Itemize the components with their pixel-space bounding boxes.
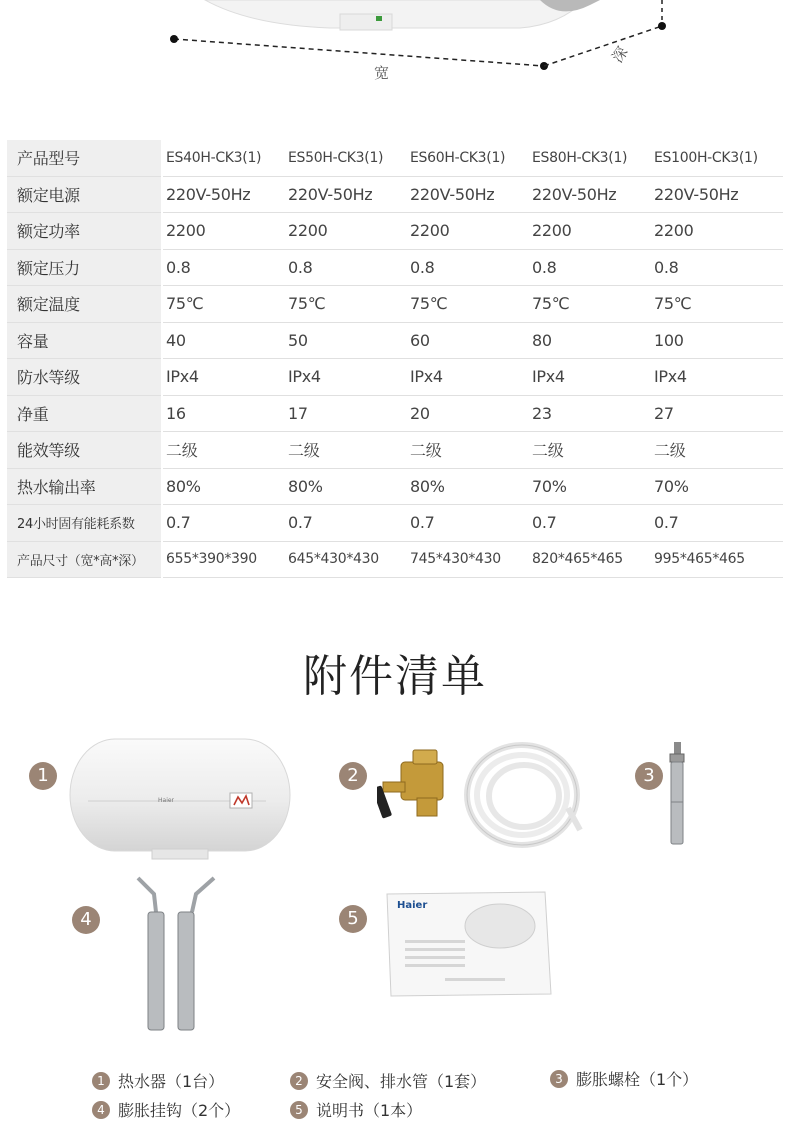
cell: 16	[162, 395, 285, 432]
table-row	[7, 395, 783, 432]
heater-panel	[340, 14, 392, 30]
cell: 0.7	[529, 505, 651, 542]
table-row	[7, 213, 783, 250]
row-label: 额定功率	[7, 213, 162, 250]
cell: 75℃	[162, 286, 285, 323]
expansion-hooks-illustration	[134, 872, 224, 1042]
cell: 0.7	[407, 505, 529, 542]
cell: IPx4	[651, 359, 783, 396]
drain-pipe-illustration	[460, 738, 585, 853]
legend-item-4	[92, 1098, 240, 1121]
cell: 220V-50Hz	[407, 176, 529, 213]
cell: 75℃	[407, 286, 529, 323]
width-label: 宽	[374, 64, 390, 82]
table-row	[7, 505, 783, 542]
cell: ES50H-CK3(1)	[285, 140, 407, 176]
badge-1: 1	[29, 762, 57, 790]
legend-item-2	[290, 1069, 486, 1092]
accessories-title: 附件清单	[303, 651, 487, 702]
legend-item-1	[92, 1069, 224, 1092]
spec-table	[7, 140, 783, 578]
heater-top-partial	[205, 0, 585, 28]
table-row	[7, 468, 783, 505]
table-row	[7, 176, 783, 213]
cell: 50	[285, 322, 407, 359]
cell: 75℃	[651, 286, 783, 323]
legend-badge: 1	[92, 1072, 110, 1090]
cell: 二级	[651, 432, 783, 469]
row-label: 净重	[7, 395, 162, 432]
row-label: 容量	[7, 322, 162, 359]
cell: 820*465*465	[529, 541, 651, 578]
legend-text: 膨胀螺栓（1个）	[576, 1070, 699, 1089]
cell: 23	[529, 395, 651, 432]
cell: 0.8	[529, 249, 651, 286]
badge-4: 4	[72, 906, 100, 934]
cell: 17	[285, 395, 407, 432]
legend-text: 膨胀挂钩（2个）	[118, 1101, 241, 1120]
row-label: 24小时固有能耗系数	[7, 505, 162, 542]
cell: IPx4	[285, 359, 407, 396]
legend-badge: 4	[92, 1101, 110, 1119]
manual-brand-text: Haier	[397, 900, 428, 911]
depth-dimension-line	[544, 26, 662, 66]
cell: 20	[407, 395, 529, 432]
cell: 80%	[162, 468, 285, 505]
cell: 220V-50Hz	[651, 176, 783, 213]
cell: 645*430*430	[285, 541, 407, 578]
manual-image	[385, 890, 553, 998]
cell: 220V-50Hz	[285, 176, 407, 213]
table-row	[7, 249, 783, 286]
row-label: 额定温度	[7, 286, 162, 323]
row-label: 产品尺寸（宽*高*深）	[7, 541, 162, 578]
cell: IPx4	[162, 359, 285, 396]
cell: 75℃	[285, 286, 407, 323]
depth-label: 深	[608, 43, 632, 67]
cell: IPx4	[407, 359, 529, 396]
cell: 0.8	[162, 249, 285, 286]
cell: 二级	[407, 432, 529, 469]
cell: ES100H-CK3(1)	[651, 140, 783, 176]
cell: 40	[162, 322, 285, 359]
width-endpoint-left	[170, 35, 178, 43]
heater-indicator	[376, 16, 382, 21]
cell: 80	[529, 322, 651, 359]
legend-badge: 3	[550, 1070, 568, 1088]
cell: 220V-50Hz	[529, 176, 651, 213]
table-row	[7, 541, 783, 578]
cell: 2200	[162, 213, 285, 250]
cell: 0.8	[285, 249, 407, 286]
badge-5: 5	[339, 905, 367, 933]
heater-brand-text: Haier	[158, 797, 175, 804]
cell: 655*390*390	[162, 541, 285, 578]
cell: 0.7	[651, 505, 783, 542]
cell: ES80H-CK3(1)	[529, 140, 651, 176]
cell: ES60H-CK3(1)	[407, 140, 529, 176]
cell: 100	[651, 322, 783, 359]
cell: 0.8	[651, 249, 783, 286]
cell: 27	[651, 395, 783, 432]
cell: 0.7	[285, 505, 407, 542]
spec-table-body	[7, 140, 783, 578]
cell: 995*465*465	[651, 541, 783, 578]
cell: 70%	[529, 468, 651, 505]
legend-text: 说明书（1本）	[316, 1101, 423, 1120]
cell: 80%	[285, 468, 407, 505]
row-label: 能效等级	[7, 432, 162, 469]
cell: 80%	[407, 468, 529, 505]
cell: 二级	[285, 432, 407, 469]
cell: 二级	[529, 432, 651, 469]
legend-item-5	[290, 1098, 422, 1121]
badge-2: 2	[339, 762, 367, 790]
cell: 75℃	[529, 286, 651, 323]
table-row	[7, 140, 783, 176]
expansion-hooks-image	[134, 872, 224, 1046]
dimension-diagram	[0, 0, 790, 100]
water-heater-illustration	[66, 737, 296, 862]
expansion-bolt-illustration	[665, 742, 689, 846]
badge-3: 3	[635, 762, 663, 790]
depth-endpoint	[658, 22, 666, 30]
legend-item-3	[550, 1067, 698, 1090]
cell: 2200	[407, 213, 529, 250]
cell: IPx4	[529, 359, 651, 396]
cell: 2200	[529, 213, 651, 250]
cell: 0.7	[162, 505, 285, 542]
row-label: 产品型号	[7, 140, 162, 176]
cell: ES40H-CK3(1)	[162, 140, 285, 176]
legend-badge: 2	[290, 1072, 308, 1090]
cell: 70%	[651, 468, 783, 505]
cell: 2200	[285, 213, 407, 250]
water-heater-image	[66, 737, 296, 866]
row-label: 额定压力	[7, 249, 162, 286]
cell: 60	[407, 322, 529, 359]
table-row	[7, 432, 783, 469]
legend-text: 热水器（1台）	[118, 1072, 225, 1091]
row-label: 热水输出率	[7, 468, 162, 505]
expansion-bolt-image	[665, 742, 689, 850]
table-row	[7, 286, 783, 323]
width-dimension-line	[174, 39, 544, 66]
legend-badge: 5	[290, 1101, 308, 1119]
safety-valve-image	[377, 742, 457, 836]
dimension-diagram-svg	[0, 0, 790, 100]
cell: 0.8	[407, 249, 529, 286]
cell: 二级	[162, 432, 285, 469]
cell: 745*430*430	[407, 541, 529, 578]
legend-text: 安全阀、排水管（1套）	[316, 1072, 487, 1091]
table-row	[7, 359, 783, 396]
row-label: 防水等级	[7, 359, 162, 396]
drain-pipe-image	[460, 738, 585, 857]
row-label: 额定电源	[7, 176, 162, 213]
table-row	[7, 322, 783, 359]
safety-valve-illustration	[377, 742, 457, 832]
cell: 2200	[651, 213, 783, 250]
cell: 220V-50Hz	[162, 176, 285, 213]
